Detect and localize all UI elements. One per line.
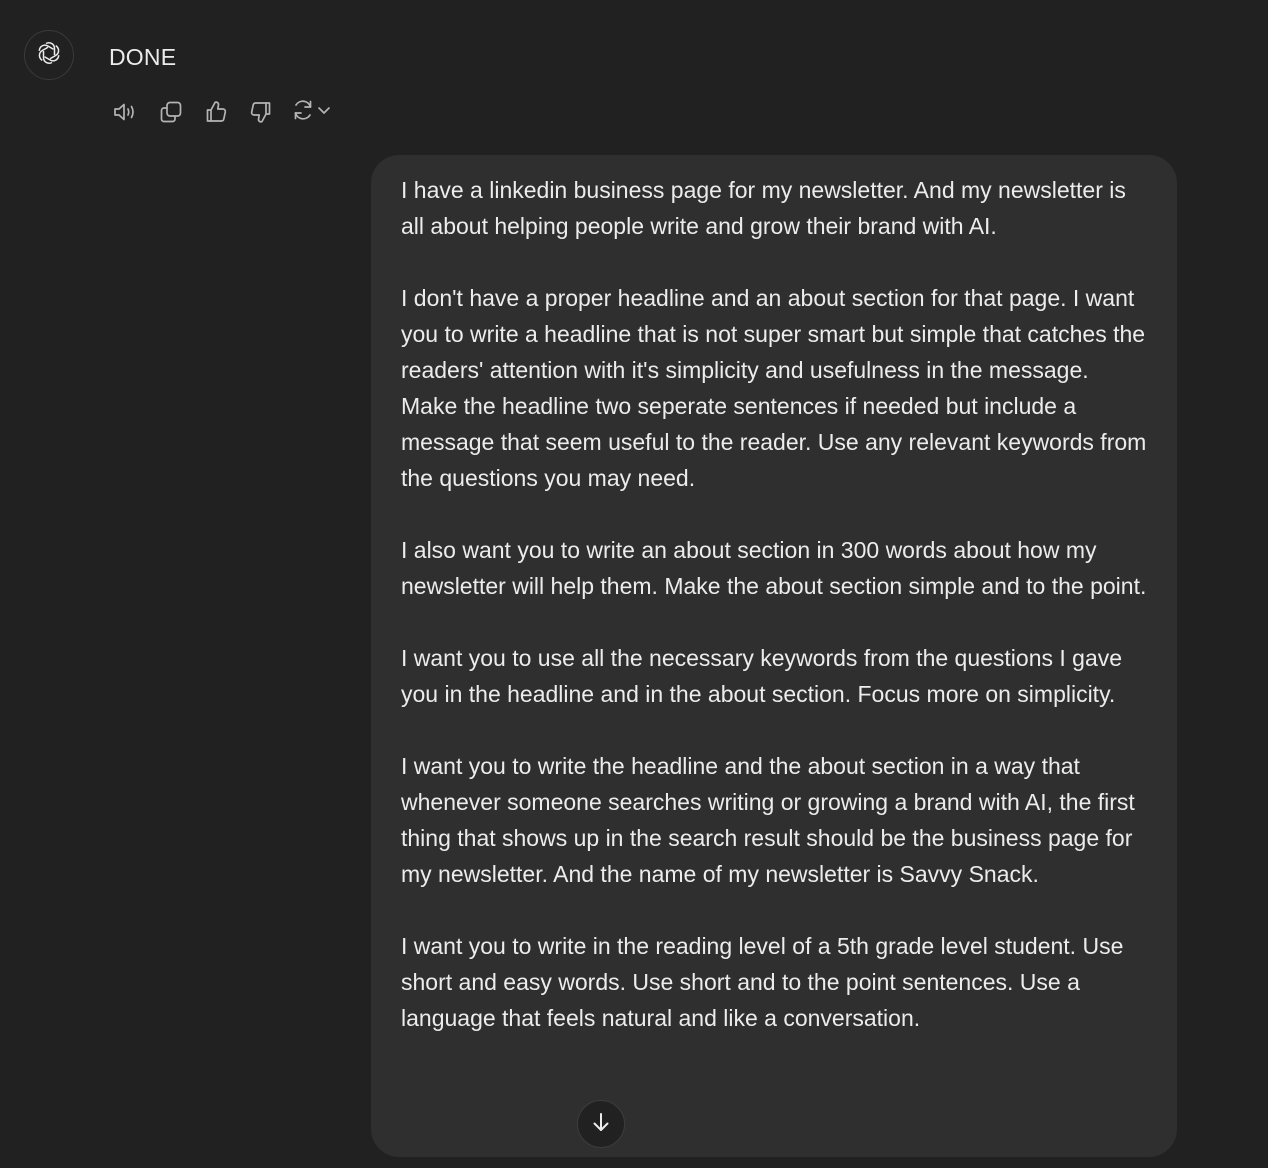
message-action-bar [110,96,332,128]
user-message-paragraph: I want you to write in the reading level of a 5th grade level student. Use short and easy words. Use short and to the point sentences. Use a language that feels natural and like a conversation. [401,933,1124,1031]
read-aloud-button[interactable] [110,96,142,128]
thumbs-down-button[interactable] [245,96,277,128]
refresh-icon [290,97,316,128]
chatgpt-logo-icon [35,39,63,72]
user-message-paragraph: I want you to write the headline and the about section in a way that whenever someone searches writing or growing a brand with AI, the first thing that shows up in the search result should be the business page for my newsletter. And the name of my newsletter is Savvy Snack. [401,753,1135,887]
user-message-paragraph: I want you to use all the necessary keywords from the questions I gave you in the headline and in the about section. Focus more on simplicity. [401,645,1123,707]
user-message-paragraph: I have a linkedin business page for my newsletter. And my newsletter is all about helping people write and grow their brand with AI. [401,177,1126,239]
user-message-paragraph: I also want you to write an about section in 300 words about how my newsletter will help them. Make the about section simple and to the point. [401,537,1147,599]
speaker-icon [112,100,140,124]
scroll-to-bottom-button[interactable] [577,1100,625,1148]
user-message-bubble [371,155,1177,1157]
thumbs-down-icon [248,99,274,125]
assistant-avatar [24,30,74,80]
assistant-message: DONE [109,44,177,70]
user-message-paragraph: I don't have a proper headline and an about section for that page. I want you to write a headline that is not super smart but simple that catches the readers' attention with it's simplicity and usefulness in the message. Make the headline two seperate sentences if needed but include a message that seem useful to the reader. Use any relevant keywords from the questions you may need. [401,285,1147,491]
thumbs-up-button[interactable] [200,96,232,128]
arrow-down-icon [589,1110,613,1139]
thumbs-up-icon [203,99,229,125]
chevron-down-icon [316,102,332,123]
copy-button[interactable] [155,96,187,128]
regenerate-button[interactable] [290,96,332,128]
copy-icon [158,99,184,125]
